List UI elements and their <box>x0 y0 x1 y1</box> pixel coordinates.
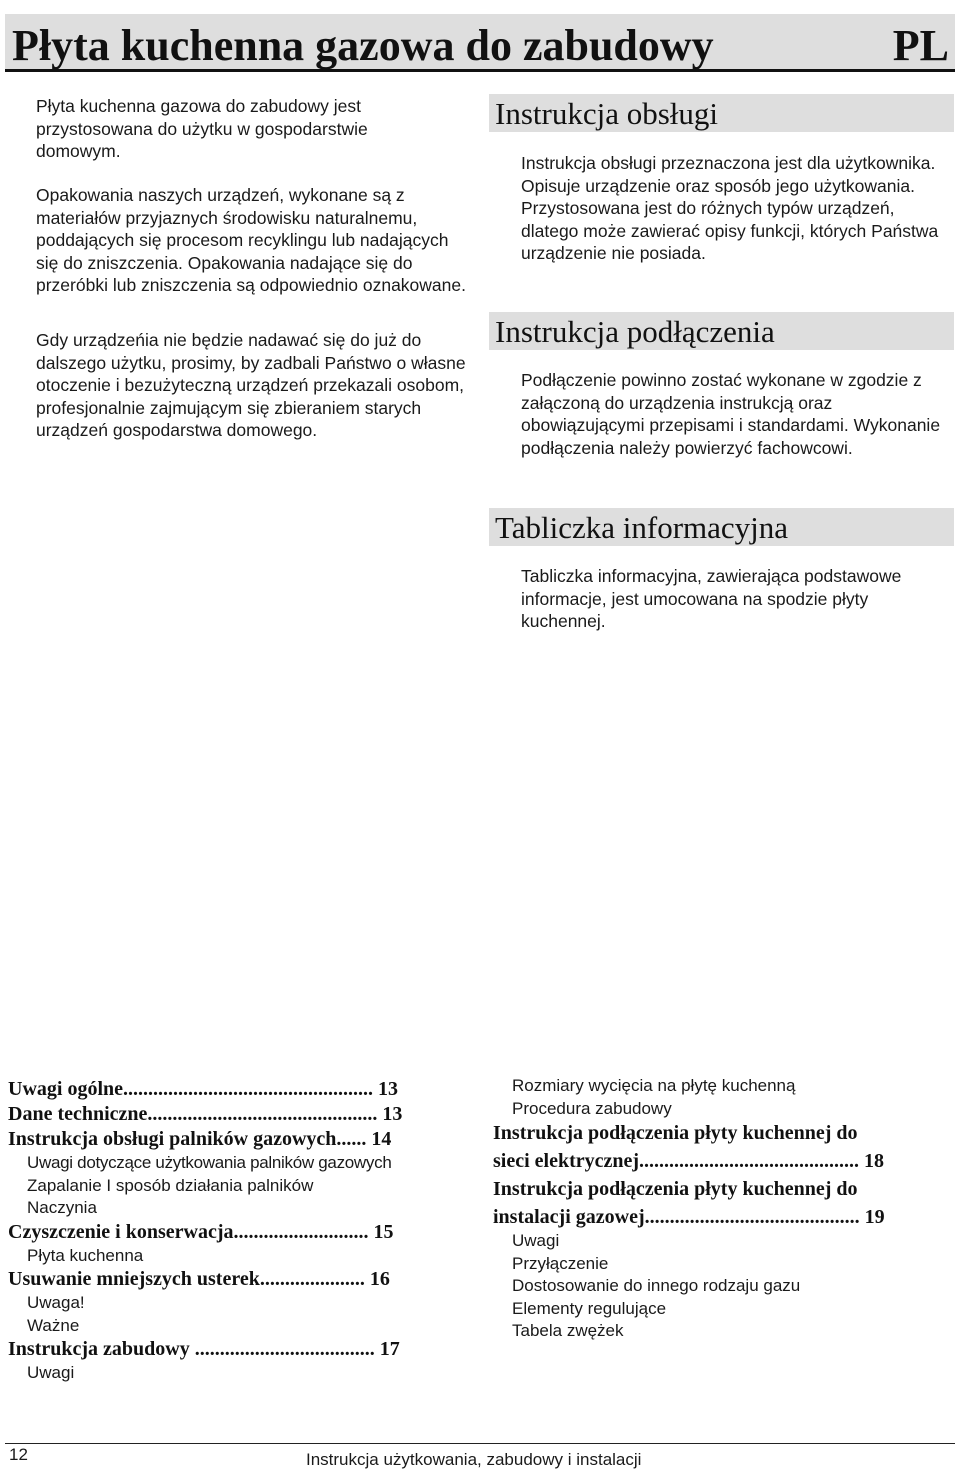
toc-subentry: Uwagi <box>512 1231 560 1250</box>
toc-left <box>8 1077 478 1385</box>
toc-entry[interactable]: sieci elektrycznej............................................ 18 <box>493 1150 885 1172</box>
page-number: 12 <box>9 1445 28 1464</box>
toc-entry[interactable]: Instrukcja podłączenia płyty kuchennej do <box>493 1122 858 1144</box>
section-heading-connection <box>489 312 954 350</box>
toc-subentry: Procedura zabudowy <box>512 1098 672 1118</box>
toc-right <box>493 1075 955 1343</box>
toc-subentry: Dostosowanie do innego rodzaju gazu <box>512 1276 801 1295</box>
section-title: Tabliczka informacyjna <box>495 510 789 545</box>
toc-entry[interactable]: instalacji gazowej........................................... 19 <box>493 1206 885 1228</box>
language-code: PL <box>892 21 949 70</box>
toc-entry[interactable]: Dane techniczne.............................................. 13 <box>8 1103 403 1125</box>
toc-entry[interactable]: Uwagi ogólne.................................................. 13 <box>8 1078 398 1100</box>
section-heading-operation <box>489 94 954 132</box>
page-title: Płyta kuchenna gazowa do zabudowy <box>12 21 714 70</box>
section-body-operation: Instrukcja obsługi przeznaczona jest dla użytkownika. Opisuje urządzenie oraz sposób jego użytkowania. Przystosowana jest do różnych typów urządzeń, dlatego może zawierać opisy funkcji, których Państwa urządzenie nie posiada. <box>521 153 939 263</box>
disposal-paragraph: Gdy urządzeńia nie będzie nadawać się do już do dalszego użytku, prosimy, by zadbali Państwo o własne otoczenie i bezużyteczną urządzeń przekazali osobom, profesjonalnie zajmującym się zbieraniem starych urządzeń gospodarstwa domowego. <box>36 330 466 440</box>
intro-paragraph: Płyta kuchenna gazowa do zabudowy jest przystosowana do użytku w gospodarstwie domowym. <box>36 96 368 161</box>
page-header <box>5 14 955 72</box>
footer-divider <box>5 1443 955 1444</box>
section-title: Instrukcja podłączenia <box>495 314 775 349</box>
toc-subentry: Naczynia <box>27 1198 97 1217</box>
toc-entry[interactable]: Instrukcja zabudowy .................................... 17 <box>8 1338 400 1360</box>
toc-entry[interactable]: Instrukcja podłączenia płyty kuchennej do <box>493 1178 858 1200</box>
toc-entry[interactable]: Usuwanie mniejszych usterek..................... 16 <box>8 1268 390 1290</box>
toc-subentry: Elementy regulujące <box>512 1298 667 1318</box>
toc-subentry: Ważne <box>27 1315 80 1335</box>
toc-entry[interactable]: Instrukcja obsługi palników gazowych...... 14 <box>8 1128 392 1150</box>
toc-subentry: Zapalanie I sposób działania palników <box>27 1175 314 1195</box>
toc-subentry: Uwaga! <box>27 1293 85 1312</box>
section-body-rating-plate: Tabliczka informacyjna, zawierająca podstawowe informacje, jest umocowana na spodzie płyty kuchennej. <box>521 566 902 631</box>
toc-subentry: Płyta kuchenna <box>27 1245 144 1265</box>
section-body-connection: Podłączenie powinno zostać wykonane w zgodzie z załączoną do urządzenia instrukcją oraz obowiązującymi przepisami i standardami. Wykonanie podłączenia należy powierzyć fachowcowi. <box>521 370 941 458</box>
toc-entry[interactable]: Czyszczenie i konserwacja........................... 15 <box>8 1220 394 1243</box>
toc-subentry: Uwagi dotyczące użytkowania palników gazowych <box>27 1153 392 1172</box>
footer-text: Instrukcja użytkowania, zabudowy i instalacji <box>306 1450 642 1469</box>
section-heading-rating-plate <box>489 508 954 546</box>
toc-subentry: Rozmiary wycięcia na płytę kuchenną <box>512 1076 796 1095</box>
packaging-paragraph: Opakowania naszych urządzeń, wykonane są z materiałów przyjaznych środowisku naturalnemu, poddających się procesom recyklingu lub nadających się do zniszczenia. Opakowania nadające się do przeróbki lub zniszczenia są odpowiednio oznakowane. <box>36 185 466 295</box>
toc-subentry: Tabela zwężek <box>512 1321 624 1340</box>
toc-subentry: Uwagi <box>27 1363 75 1382</box>
toc-subentry: Przyłączenie <box>512 1253 609 1273</box>
section-title: Instrukcja obsługi <box>495 96 718 131</box>
